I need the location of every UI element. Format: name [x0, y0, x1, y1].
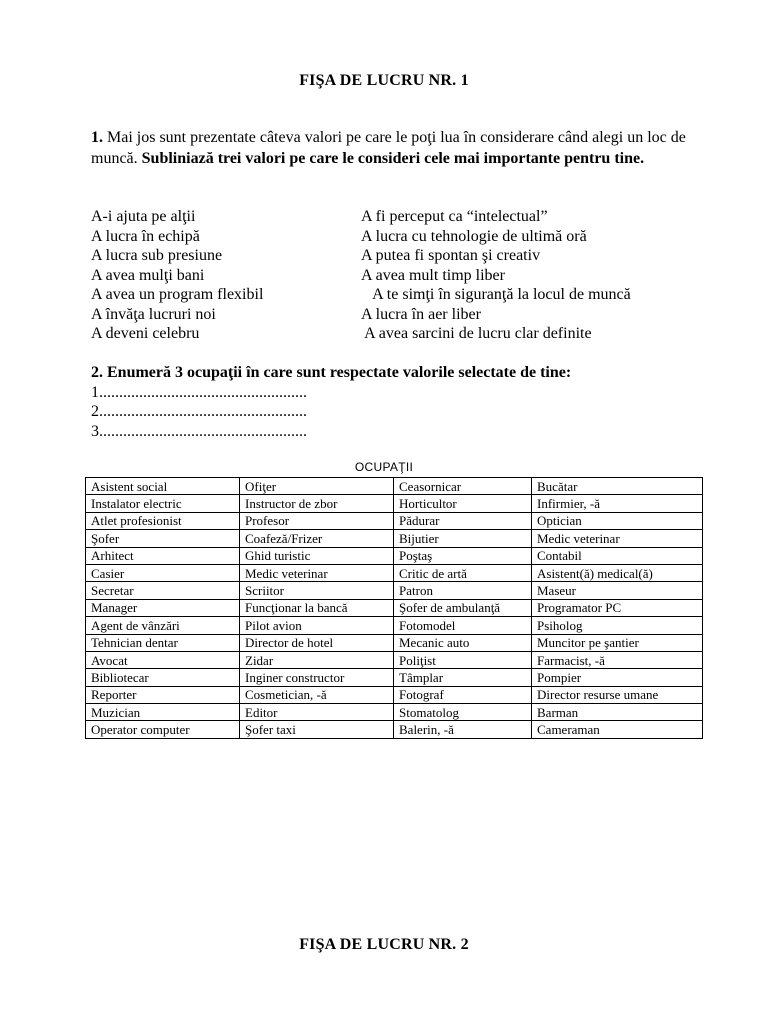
- occupation-cell: Profesor: [240, 512, 394, 529]
- occupation-cell: Pilot avion: [240, 617, 394, 634]
- occupation-cell: Avocat: [86, 651, 240, 668]
- table-row: [86, 634, 703, 651]
- occupations-table-body: [86, 478, 703, 739]
- occupation-cell: Manager: [86, 599, 240, 616]
- values-row: [91, 266, 711, 286]
- occupation-cell: Tâmplar: [394, 669, 532, 686]
- occupation-cell: Director de hotel: [240, 634, 394, 651]
- occupation-cell: Funcţionar la bancă: [240, 599, 394, 616]
- values-row: [91, 285, 711, 305]
- occupation-cell: Ofiţer: [240, 478, 394, 495]
- occupation-cell: Instalator electric: [86, 495, 240, 512]
- table-row: [86, 547, 703, 564]
- occupation-cell: Coafeză/Frizer: [240, 530, 394, 547]
- occupation-cell: Poliţist: [394, 651, 532, 668]
- values-list: [91, 207, 711, 344]
- value-item: A avea mult timp liber: [361, 266, 505, 284]
- occupation-cell: Fotomodel: [394, 617, 532, 634]
- occupations-table: [85, 477, 703, 739]
- occupation-cell: Arhitect: [86, 547, 240, 564]
- table-row: [86, 617, 703, 634]
- occupation-cell: Inginer constructor: [240, 669, 394, 686]
- occupation-cell: Reporter: [86, 686, 240, 703]
- occupation-cell: Psiholog: [532, 617, 703, 634]
- table-row: [86, 582, 703, 599]
- value-item: A învăţa lucruri noi: [91, 305, 216, 323]
- value-item: A deveni celebru: [91, 325, 200, 342]
- question-1-number: 1.: [91, 129, 103, 146]
- occupation-cell: Ceasornicar: [394, 478, 532, 495]
- values-row: [91, 246, 711, 266]
- occupation-cell: Fotograf: [394, 686, 532, 703]
- occupation-cell: Barman: [532, 704, 703, 721]
- value-item: A avea mulţi bani: [91, 266, 205, 284]
- question-1: [91, 127, 711, 169]
- worksheet-1-title: FIŞA DE LUCRU NR. 1: [299, 72, 469, 89]
- table-row: [86, 530, 703, 547]
- occupation-cell: Bijutier: [394, 530, 532, 547]
- occupation-cell: Secretar: [86, 582, 240, 599]
- answer-line-3[interactable]: 3....................................................: [91, 422, 307, 440]
- table-row: [86, 512, 703, 529]
- table-row: [86, 599, 703, 616]
- occupation-cell: Balerin, -ă: [394, 721, 532, 738]
- occupation-cell: Mecanic auto: [394, 634, 532, 651]
- table-row: [86, 564, 703, 581]
- occupation-cell: Şofer taxi: [240, 721, 394, 738]
- values-row: [91, 207, 711, 227]
- occupation-cell: Tehnician dentar: [86, 634, 240, 651]
- occupation-cell: Zidar: [240, 651, 394, 668]
- table-row: [86, 704, 703, 721]
- occupation-cell: Atlet profesionist: [86, 512, 240, 529]
- value-item: A te simţi în siguranţă la locul de muncă: [361, 286, 631, 303]
- values-row: [91, 324, 711, 344]
- occupation-cell: Optician: [532, 512, 703, 529]
- occupation-cell: Programator PC: [532, 599, 703, 616]
- occupation-cell: Contabil: [532, 547, 703, 564]
- occupation-cell: Şofer de ambulanţă: [394, 599, 532, 616]
- occupations-table-caption: OCUPAŢII: [354, 460, 414, 474]
- occupation-cell: Pompier: [532, 669, 703, 686]
- occupation-cell: Editor: [240, 704, 394, 721]
- answer-line-2[interactable]: 2....................................................: [91, 403, 307, 420]
- occupation-cell: Ghid turistic: [240, 547, 394, 564]
- table-row: [86, 686, 703, 703]
- occupation-cell: Asistent(ă) medical(ă): [532, 564, 703, 581]
- value-item: A lucra sub presiune: [91, 247, 223, 264]
- occupation-cell: Poştaş: [394, 547, 532, 564]
- occupation-cell: Şofer: [86, 530, 240, 547]
- table-row: [86, 721, 703, 738]
- occupation-cell: Casier: [86, 564, 240, 581]
- value-item: A fi perceput ca “intelectual”: [361, 208, 548, 225]
- table-row: [86, 478, 703, 495]
- occupation-cell: Agent de vânzări: [86, 617, 240, 634]
- occupation-cell: Medic veterinar: [240, 564, 394, 581]
- occupation-cell: Bucătar: [532, 478, 703, 495]
- values-row: [91, 227, 711, 247]
- question-1-instruction: Subliniază trei valori pe care le consideri cele mai importante pentru tine.: [141, 150, 645, 167]
- values-row: [91, 305, 711, 325]
- occupation-cell: Instructor de zbor: [240, 495, 394, 512]
- value-item: A lucra în aer liber: [361, 305, 481, 323]
- occupation-cell: Cosmetician, -ă: [240, 686, 394, 703]
- table-row: [86, 669, 703, 686]
- table-row: [86, 651, 703, 668]
- occupation-cell: Stomatolog: [394, 704, 532, 721]
- occupation-cell: Patron: [394, 582, 532, 599]
- question-2: [91, 363, 711, 441]
- question-2-heading: 2. Enumeră 3 ocupaţii în care sunt respectate valorile selectate de tine:: [91, 364, 572, 381]
- value-item: A putea fi spontan şi creativ: [361, 247, 541, 264]
- value-item: A lucra în echipă: [91, 227, 200, 245]
- worksheet-2-title: FIŞA DE LUCRU NR. 2: [299, 936, 469, 953]
- occupation-cell: Medic veterinar: [532, 530, 703, 547]
- occupation-cell: Director resurse umane: [532, 686, 703, 703]
- occupation-cell: Pădurar: [394, 512, 532, 529]
- occupation-cell: Muncitor pe şantier: [532, 634, 703, 651]
- occupation-cell: Infirmier, -ă: [532, 495, 703, 512]
- occupation-cell: Operator computer: [86, 721, 240, 738]
- value-item: A avea sarcini de lucru clar definite: [361, 325, 592, 342]
- occupation-cell: Scriitor: [240, 582, 394, 599]
- value-item: A lucra cu tehnologie de ultimă oră: [361, 227, 587, 245]
- occupation-cell: Muzician: [86, 704, 240, 721]
- question-1-text: Mai jos sunt prezentate câteva valori pe care le poţi lua în considerare când alegi un loc de muncă.: [91, 129, 686, 167]
- table-row: [86, 495, 703, 512]
- occupation-cell: Cameraman: [532, 721, 703, 738]
- occupation-cell: Farmacist, -ă: [532, 651, 703, 668]
- value-item: A avea un program flexibil: [91, 286, 264, 303]
- value-item: A-i ajuta pe alţii: [91, 208, 196, 225]
- occupation-cell: Maseur: [532, 582, 703, 599]
- occupation-cell: Critic de artă: [394, 564, 532, 581]
- occupation-cell: Bibliotecar: [86, 669, 240, 686]
- occupation-cell: Asistent social: [86, 478, 240, 495]
- answer-line-1[interactable]: 1....................................................: [91, 383, 307, 401]
- occupation-cell: Horticultor: [394, 495, 532, 512]
